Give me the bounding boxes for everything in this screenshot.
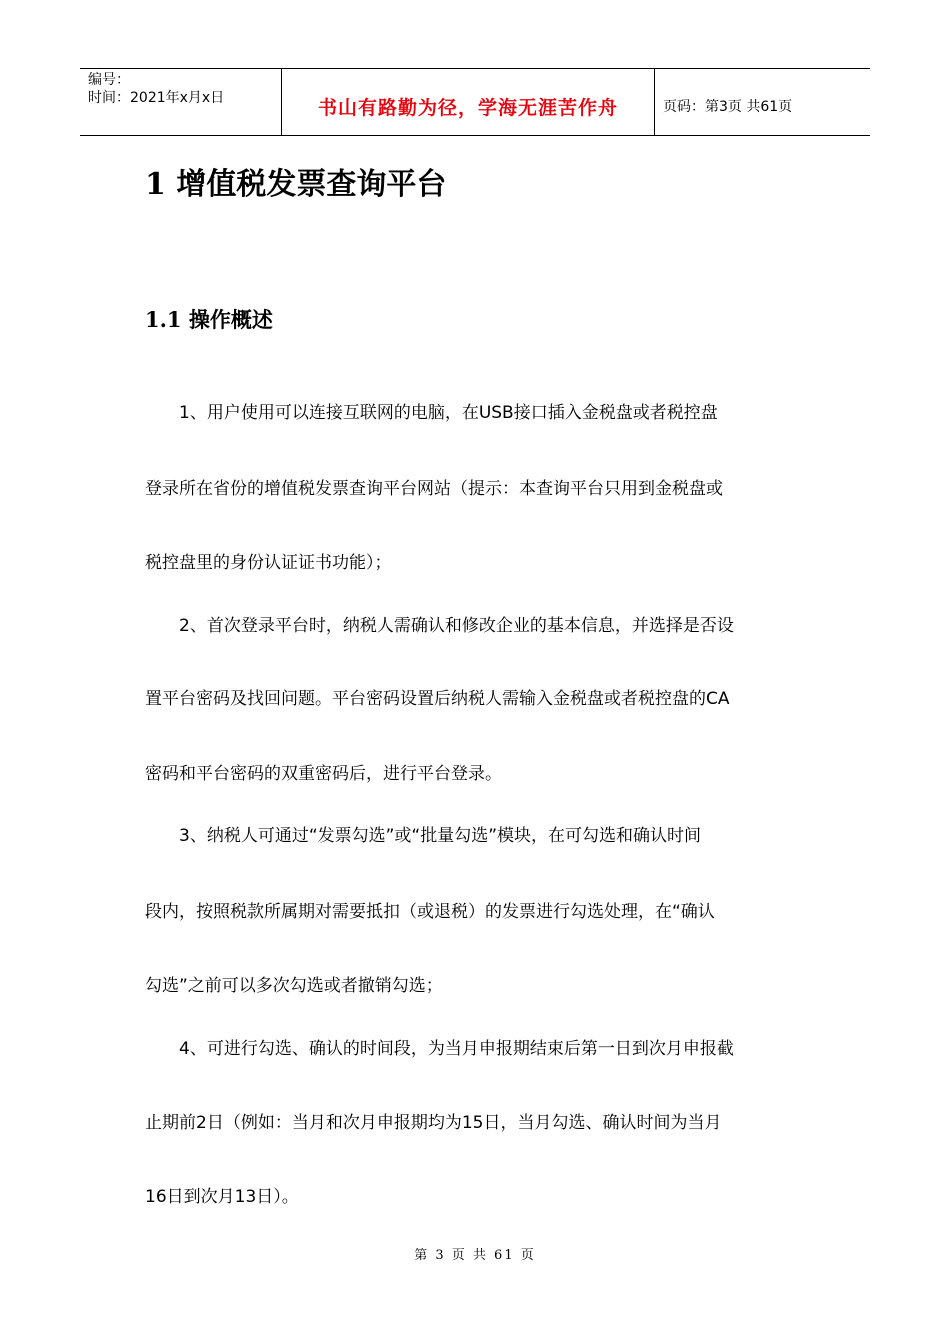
body-line: 密码和平台密码的双重密码后，进行平台登录。 (145, 764, 502, 784)
body-line: 1、用户使用可以连接互联网的电脑，在USB接口插入金税盘或者税控盘 (145, 403, 718, 423)
body-line: 2、首次登录平台时，纳税人需确认和修改企业的基本信息，并选择是否设 (145, 616, 734, 636)
body-line: 置平台密码及找回问题。平台密码设置后纳税人需输入金税盘或者税控盘的CA (145, 689, 730, 709)
body-line: 登录所在省份的增值税发票查询平台网站（提示：本查询平台只用到金税盘或 (145, 479, 723, 499)
body-line: 税控盘里的身份认证证书功能）； (145, 553, 392, 573)
body-line: 止期前2日（例如：当月和次月申报期均为15日，当月勾选、确认时间为当月 (145, 1113, 722, 1133)
heading-1: 1 增值税发票查询平台 (145, 167, 447, 202)
heading-1-1: 1.1 操作概述 (145, 307, 273, 332)
page-footer: 第 3 页 共 61 页 (414, 1248, 536, 1263)
header-time: 时间：2021年x月x日 (88, 90, 225, 106)
body-line: 16日到次月13日）。 (145, 1187, 299, 1207)
page-header (80, 68, 870, 136)
header-meta (80, 69, 282, 135)
body-line: 3、纳税人可通过“发票勾选”或“批量勾选”模块，在可勾选和确认时间 (145, 826, 702, 846)
header-motto: 书山有路勤为径，学海无涯苦作舟 (282, 69, 655, 135)
body-line: 勾选”之前可以多次勾选或者撤销勾选； (145, 976, 443, 996)
header-number: 编号： (88, 72, 130, 88)
header-page-info: 页码：第3页 共61页 (663, 99, 793, 115)
body-line: 4、可进行勾选、确认的时间段，为当月申报期结束后第一日到次月申报截 (145, 1039, 734, 1059)
body-line: 段内，按照税款所属期对需要抵扣（或退税）的发票进行勾选处理，在“确认 (145, 902, 715, 922)
